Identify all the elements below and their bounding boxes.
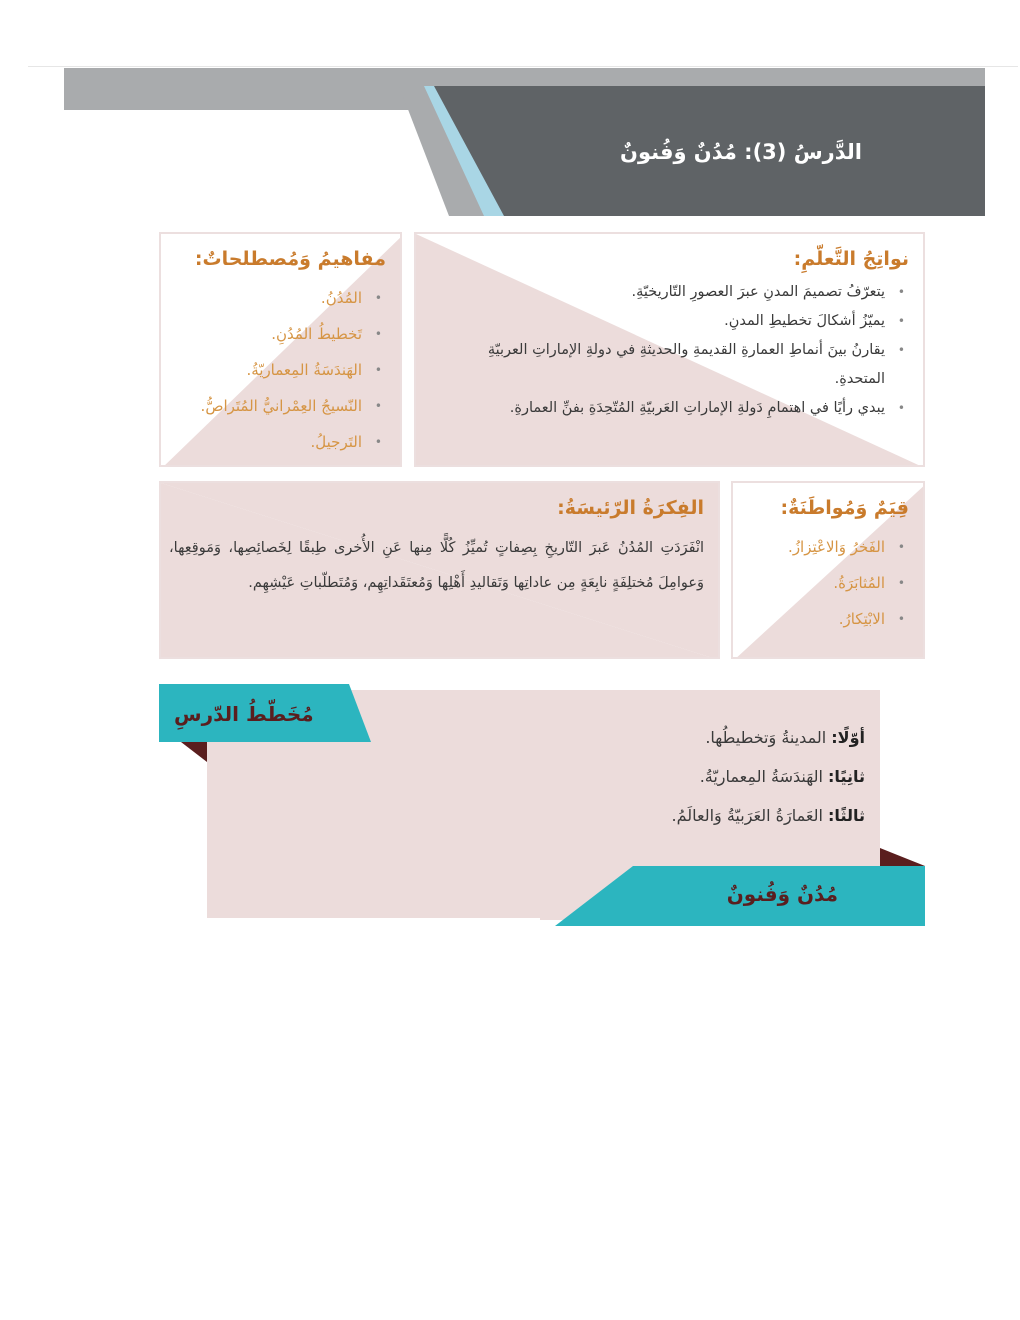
- outcomes-heading: نواتِجُ التَّعلّمِ:: [793, 248, 909, 270]
- list-item: • يقارنُ بينَ أنماطِ العمارةِ القديمةِ والحديثةِ في دولةِ الإماراتِ العربيّةِ المتحدةِ.: [437, 336, 907, 394]
- list-item: [672, 718, 865, 757]
- list-item: • الفَخرُ وَالاعْتِزازُ.: [732, 529, 907, 565]
- footer-tab-label: مُدُنٌ وَفُنونٌ: [726, 882, 838, 906]
- concepts-list: [159, 280, 384, 460]
- list-item: • النّسيجُ العِمْرانيُّ المُتَراصُّ.: [159, 388, 384, 424]
- main-idea-text: انْفَرَدَتِ المُدُنُ عَبرَ التّاريخِ بِصِفاتٍ تُميِّزُ كُلًّا مِنها عَنِ الأُخرى طِبقًا لِخَصائِصِها، وَمَوقِعِها، وَعوامِلَ مُختلِفَةٍ نابِعَةٍ مِن عاداتِها وَتَقاليدِ أَهْلِها وَمُعتَقَداتِهِم، وَمُتَطلّباتِ عَيْشِهِم.: [169, 540, 704, 591]
- plan-item-prefix: أوّلًا:: [831, 728, 865, 747]
- plan-item-text: الهَندَسَةُ المِعماريّةُ.: [699, 767, 823, 786]
- values-list: [732, 529, 907, 637]
- main-idea-box: [159, 481, 720, 659]
- lesson-title: الدَّرسُ (3): مُدُنٌ وَفُنونٌ: [620, 140, 862, 164]
- lesson-plan-tab-label: مُخَطّطُ الدّرسِ: [174, 702, 314, 726]
- concepts-box: [159, 232, 402, 467]
- list-item: • المُثابَرَةُ.: [732, 565, 907, 601]
- list-item: • يتعرّفُ تصميمَ المدنِ عبرَ العصورِ التّاريخيّةِ.: [437, 278, 907, 307]
- list-item: [672, 796, 865, 835]
- values-heading: قِيَمٌ وَمُواطَنَةٌ:: [780, 497, 909, 519]
- list-item: • التَرجيلُ.: [159, 424, 384, 460]
- main-idea-heading: الفِكرَةُ الرّئيسَةُ:: [557, 497, 704, 519]
- list-item: • يبدي رأيًا في اهتمامِ دَولةِ الإماراتِ العَربيّةِ المُتّحِدَةِ بفنِّ العمارةِ.: [437, 394, 907, 423]
- list-item: • يميّزُ أشكالَ تخطيطِ المدنِ.: [437, 307, 907, 336]
- plan-item-text: المدينةُ وَتخطيطُها.: [705, 728, 827, 747]
- lesson-plan-list: [672, 718, 865, 835]
- list-item: • المُدُنُ.: [159, 280, 384, 316]
- concepts-heading: مفاهيمُ وَمُصطلحاتٌ:: [194, 248, 386, 270]
- plan-item-prefix: ثالثًا:: [828, 806, 865, 825]
- values-box: [731, 481, 925, 659]
- outcomes-list: [437, 278, 907, 423]
- list-item: • الهَندَسَةُ المِعماريّةُ.: [159, 352, 384, 388]
- top-rule: [28, 66, 1018, 67]
- outcomes-box: [414, 232, 925, 467]
- list-item: [672, 757, 865, 796]
- list-item: • الابْتِكارُ.: [732, 601, 907, 637]
- list-item: • تَخطيطُ المُدُنِ.: [159, 316, 384, 352]
- plan-item-prefix: ثانِيًا:: [828, 767, 865, 786]
- plan-item-text: العَمارَةُ العَرَبيّةُ وَالعالَمُ.: [671, 806, 823, 825]
